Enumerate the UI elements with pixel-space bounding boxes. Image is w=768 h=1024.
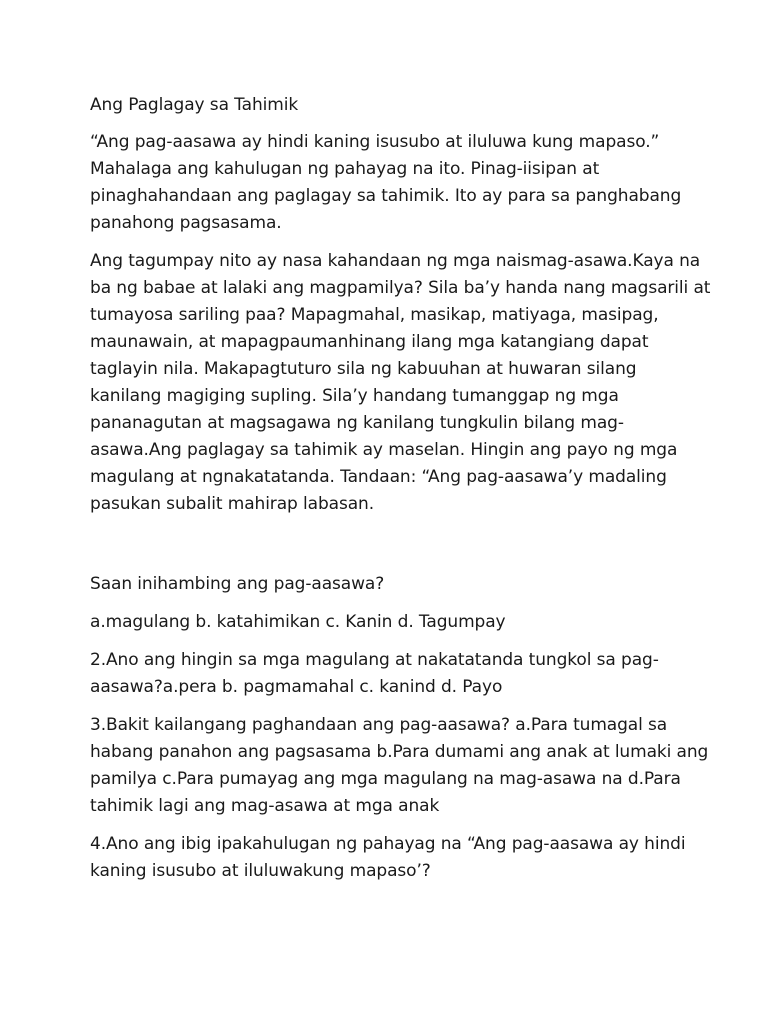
- question-line: aasawa?a.pera b. pagmamahal c. kanind d. Payo: [90, 677, 503, 697]
- question-line: tahimik lagi ang mag-asawa at mga anak: [90, 796, 440, 816]
- paragraph-2: [90, 248, 711, 518]
- paragraph-line: kanilang magiging supling. Sila’y handang tumanggap ng mga: [90, 386, 619, 406]
- paragraph-line: Mahalaga ang kahulugan ng pahayag na ito. Pinag-iisipan at: [90, 159, 600, 179]
- question-line: kaning isusubo at iluluwakung mapaso’?: [90, 861, 431, 881]
- paragraph-line: maunawain, at mapagpaumanhinang ilang mga katangiang dapat: [90, 332, 649, 352]
- paragraph-line: pananagutan at magsagawa ng kanilang tungkulin bilang mag-: [90, 413, 624, 433]
- question-line: Saan inihambing ang pag-aasawa?: [90, 574, 385, 594]
- question-4: [90, 831, 690, 885]
- paragraph-line: tumayosa sariling paa? Mapagmahal, masikap, matiyaga, masipag,: [90, 305, 659, 325]
- question-line: pamilya c.Para pumayag ang mga magulang na mag-asawa na d.Para: [90, 769, 681, 789]
- paragraph-line: taglayin nila. Makapagtuturo sila ng kabuuhan at huwaran silang: [90, 359, 637, 379]
- paragraph-line: ba ng babae at lalaki ang magpamilya? Sila ba’y handa nang magsarili at: [90, 278, 711, 298]
- question-line: 2.Ano ang hingin sa mga magulang at nakatatanda tungkol sa pag-: [90, 650, 659, 670]
- question-2: [90, 647, 690, 701]
- question-line: 4.Ano ang ibig ipakahulugan ng pahayag na “Ang pag-aasawa ay hindi: [90, 834, 686, 854]
- section-spacer: [90, 529, 690, 571]
- question-1: [90, 571, 690, 598]
- question-line: 3.Bakit kailangang paghandaan ang pag-aasawa? a.Para tumagal sa: [90, 715, 668, 735]
- paragraph-line: pasukan subalit mahirap labasan.: [90, 494, 375, 514]
- paragraph-line: “Ang pag-aasawa ay hindi kaning isusubo at iluluwa kung mapaso.”: [90, 132, 660, 152]
- question-3: [90, 712, 709, 820]
- question-line: a.magulang b. katahimikan c. Kanin d. Tagumpay: [90, 612, 506, 632]
- paragraph-line: magulang at ngnakatatanda. Tandaan: “Ang pag-aasawa’y madaling: [90, 467, 667, 487]
- paragraph-line: Ang tagumpay nito ay nasa kahandaan ng mga naismag-asawa.Kaya na: [90, 251, 701, 271]
- document-title: Ang Paglagay sa Tahimik: [90, 95, 299, 115]
- paragraph-line: pinaghahandaan ang paglagay sa tahimik. Ito ay para sa panghabang: [90, 186, 682, 206]
- question-1-choices: [90, 609, 690, 636]
- document-page: [90, 92, 711, 896]
- question-line: habang panahon ang pagsasama b.Para dumami ang anak at lumaki ang: [90, 742, 709, 762]
- paragraph-1: [90, 129, 690, 237]
- paragraph-line: panahong pagsasama.: [90, 213, 282, 233]
- paragraph-line: asawa.Ang paglagay sa tahimik ay maselan. Hingin ang payo ng mga: [90, 440, 678, 460]
